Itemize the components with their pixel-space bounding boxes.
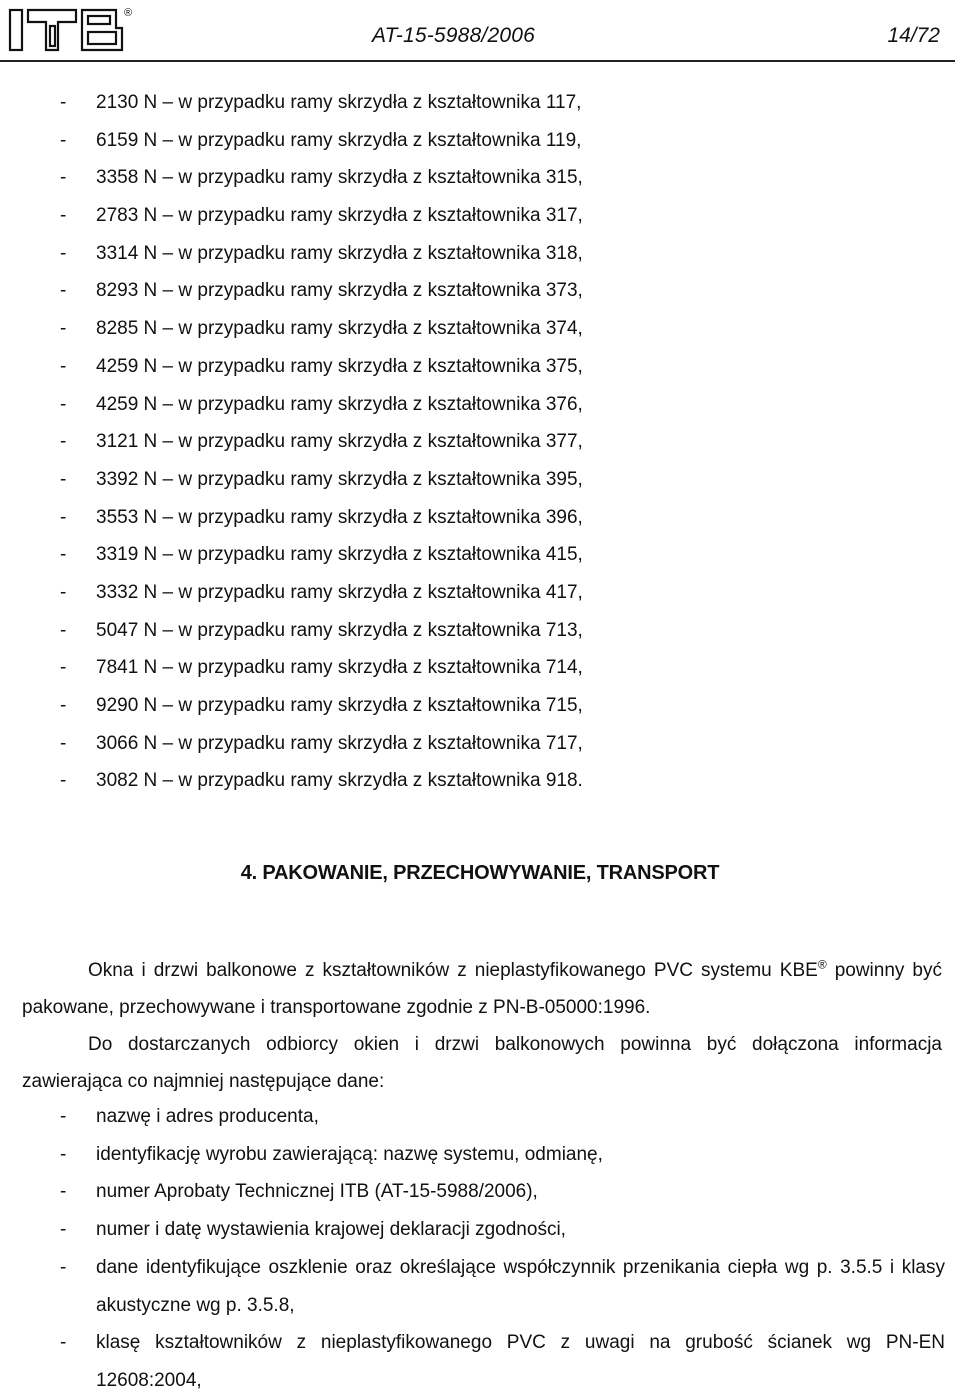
force-item-text: 3121 N – w przypadku ramy skrzydła z kształtownika 377,	[96, 431, 583, 453]
list-dash: -	[60, 1332, 67, 1354]
list-dash: -	[60, 657, 67, 679]
info-item	[60, 1098, 945, 1136]
force-item-text: 3332 N – w przypadku ramy skrzydła z kształtownika 417,	[96, 581, 583, 603]
force-item-text: 3358 N – w przypadku ramy skrzydła z kształtownika 315,	[96, 167, 583, 189]
info-item-text: klasę kształtowników z nieplastyfikowanego PVC z uwagi na grubość ścianek wg PN-EN 12608:2004,	[96, 1332, 945, 1391]
list-dash: -	[60, 242, 67, 264]
section-title: 4. PAKOWANIE, PRZECHOWYWANIE, TRANSPORT	[240, 862, 720, 884]
info-list	[60, 1098, 945, 1400]
info-item	[60, 1136, 945, 1174]
list-dash: -	[60, 619, 67, 641]
list-dash: -	[60, 167, 67, 189]
info-item	[60, 1249, 945, 1324]
force-item-text: 7841 N – w przypadku ramy skrzydła z kształtownika 714,	[96, 657, 583, 679]
info-item	[60, 1173, 945, 1211]
list-dash: -	[60, 1256, 67, 1278]
info-item-text: numer Aprobaty Technicznej ITB (AT-15-5988/2006),	[96, 1181, 538, 1203]
list-dash: -	[60, 544, 67, 566]
paragraph-information-text: Do dostarczanych odbiorcy okien i drzwi balkonowych powinna być dołączona informacja zawierająca co najmniej następujące dane:	[22, 1034, 942, 1092]
list-dash: -	[60, 129, 67, 151]
force-item-text: 4259 N – w przypadku ramy skrzydła z kształtownika 376,	[96, 393, 583, 415]
page-number: 14/72	[887, 24, 940, 47]
info-item	[60, 1324, 945, 1399]
force-item-text: 8285 N – w przypadku ramy skrzydła z kształtownika 374,	[96, 318, 583, 340]
page-header	[0, 0, 960, 60]
list-dash: -	[60, 318, 67, 340]
info-item-text: numer i datę wystawienia krajowej deklaracji zgodności,	[96, 1219, 566, 1241]
force-item-text: 4259 N – w przypadku ramy skrzydła z kształtownika 375,	[96, 355, 583, 377]
list-dash: -	[60, 1219, 67, 1241]
force-item-text: 8293 N – w przypadku ramy skrzydła z kształtownika 373,	[96, 280, 583, 302]
force-item-text: 3082 N – w przypadku ramy skrzydła z kształtownika 918.	[96, 770, 583, 792]
force-item-text: 3319 N – w przypadku ramy skrzydła z kształtownika 415,	[96, 544, 583, 566]
itb-logo	[6, 4, 136, 61]
list-dash: -	[60, 393, 67, 415]
force-item-text: 9290 N – w przypadku ramy skrzydła z kształtownika 715,	[96, 695, 583, 716]
header-divider	[0, 60, 955, 62]
registered-mark: ®	[124, 7, 133, 19]
list-dash: -	[60, 205, 67, 227]
info-item-text: dane identyfikujące oszklenie oraz określające współczynnik przenikania ciepła wg p. 3.5.5 i klasy akustyczne wg p. 3.5.8,	[96, 1256, 945, 1316]
info-item-text: identyfikację wyrobu zawierającą: nazwę systemu, odmianę,	[96, 1143, 603, 1165]
force-item-text: 3066 N – w przypadku ramy skrzydła z kształtownika 717,	[96, 732, 583, 754]
list-dash: -	[60, 506, 67, 528]
list-dash: -	[60, 1106, 67, 1127]
list-dash: -	[60, 355, 67, 377]
list-dash: -	[60, 1181, 67, 1203]
force-item-text: 6159 N – w przypadku ramy skrzydła z kształtownika 119,	[96, 129, 582, 151]
list-dash: -	[60, 1143, 67, 1165]
paragraph-information	[22, 1026, 942, 1100]
force-item-text: 2783 N – w przypadku ramy skrzydła z kształtownika 317,	[96, 205, 583, 227]
list-dash: -	[60, 92, 67, 113]
force-item-text: 2130 N – w przypadku ramy skrzydła z kształtownika 117,	[96, 92, 582, 113]
document-id: AT-15-5988/2006	[372, 24, 535, 47]
list-dash: -	[60, 581, 67, 603]
list-dash: -	[60, 468, 67, 490]
paragraph-packaging	[22, 952, 942, 1026]
logo-text: ITB	[6, 4, 8, 5]
info-item	[60, 1211, 945, 1249]
force-item-text: 5047 N – w przypadku ramy skrzydła z kształtownika 713,	[96, 619, 583, 641]
paragraph-packaging-text-b: powinny być pakowane, przechowywane i transportowane zgodnie z PN-B-05000:1996.	[22, 960, 943, 1018]
info-item-text: nazwę i adres producenta,	[96, 1106, 319, 1127]
paragraph-packaging-text-a: Okna i drzwi balkonowe z kształtowników z nieplastyfikowanego PVC systemu KBE	[88, 960, 818, 981]
list-dash: -	[60, 431, 67, 453]
list-dash: -	[60, 695, 67, 716]
force-item-text: 3392 N – w przypadku ramy skrzydła z kształtownika 395,	[96, 468, 583, 490]
itb-logo-mark	[6, 4, 136, 56]
force-item-text: 3314 N – w przypadku ramy skrzydła z kształtownika 318,	[96, 242, 583, 264]
list-dash: -	[60, 770, 67, 792]
list-dash: -	[60, 280, 67, 302]
registered-mark-kbe: ®	[817, 957, 827, 972]
list-dash: -	[60, 732, 67, 754]
force-item-text: 3553 N – w przypadku ramy skrzydła z kształtownika 396,	[96, 506, 583, 528]
